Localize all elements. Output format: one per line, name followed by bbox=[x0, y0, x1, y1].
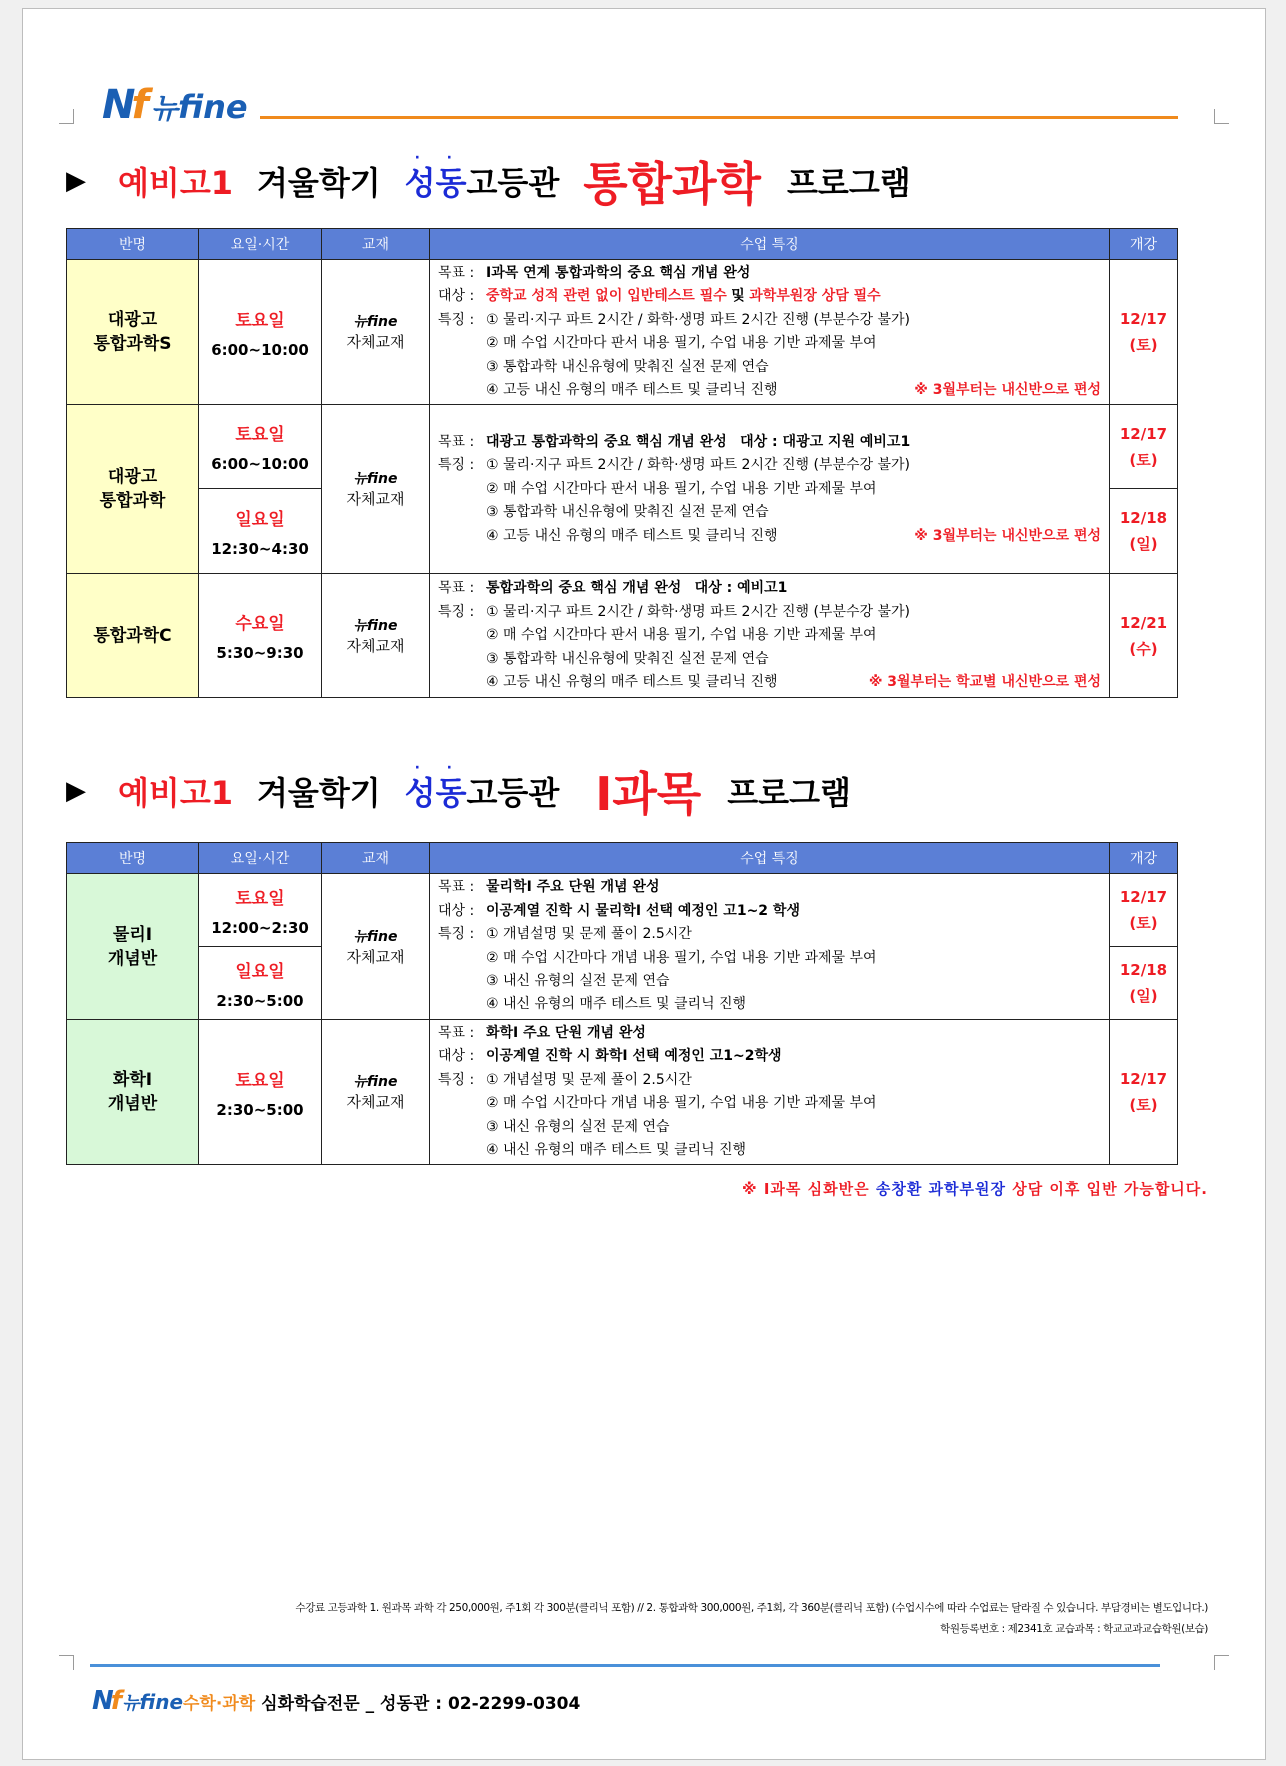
time: 6:00~10:00 bbox=[211, 455, 309, 474]
textbook-cell bbox=[322, 874, 430, 1020]
textbook-cell bbox=[322, 405, 430, 574]
class-name bbox=[67, 1020, 199, 1165]
heading-branch-blue: 성동 bbox=[404, 164, 467, 202]
note-text: ※ 3월부터는 학교별 내신반으로 편성 bbox=[868, 674, 1101, 691]
notice-text bbox=[742, 1178, 1208, 1199]
header-textbook: 교재 bbox=[322, 843, 430, 874]
start-weekday: (토) bbox=[1129, 450, 1158, 469]
crop-mark bbox=[1214, 109, 1229, 124]
target-text: 과학부원장 상담 필수 bbox=[749, 288, 881, 305]
heading-grade: 예비고1 bbox=[118, 774, 234, 812]
goal-text: 화학Ⅰ 주요 단원 개념 완성 bbox=[486, 1025, 646, 1041]
start-weekday: (수) bbox=[1129, 639, 1158, 658]
feature-item: ② 매 수업 시간마다 개념 내용 필기, 수업 내용 기반 과제물 부여 bbox=[486, 1095, 877, 1112]
class-name-line: 개념반 bbox=[107, 948, 158, 969]
class-name-line: 화학Ⅰ bbox=[112, 1070, 153, 1091]
features-cell bbox=[430, 1020, 1110, 1165]
target-text: 이공계열 진학 시 화학Ⅰ 선택 예정인 고1~2학생 bbox=[486, 1048, 782, 1065]
start-date: 12/17 bbox=[1119, 1070, 1168, 1089]
table-row bbox=[67, 1020, 1178, 1165]
goal-text: Ⅰ과목 연계 통합과학의 중요 핵심 개념 완성 bbox=[486, 265, 751, 281]
start-cell bbox=[1110, 260, 1178, 405]
target-and: 및 bbox=[731, 288, 745, 305]
note-text: ※ 3월부터는 내신반으로 편성 bbox=[914, 527, 1101, 544]
header-class: 반명 bbox=[67, 843, 199, 874]
target-text: 이공계열 진학 시 물리학Ⅰ 선택 예정인 고1~2 학생 bbox=[486, 902, 800, 919]
start-weekday: (토) bbox=[1129, 1096, 1158, 1115]
class-name bbox=[67, 405, 199, 574]
target-label: 대상 : bbox=[438, 902, 475, 919]
crop-mark bbox=[1214, 1655, 1229, 1670]
table-header-row bbox=[67, 843, 1178, 874]
footer-contact: 심화학습전문 _ 성동관 : 02-2299-0304 bbox=[261, 1694, 581, 1714]
feature-item: ③ 통합과학 내신유형에 맞춰진 실전 문제 연습 bbox=[486, 650, 769, 667]
feature-item: ① 물리·지구 파트 2시간 / 화학·생명 파트 2시간 진행 (부분수강 불가) bbox=[486, 603, 910, 620]
start-weekday: (일) bbox=[1129, 987, 1158, 1005]
logo-text-new: 뉴 bbox=[150, 92, 178, 125]
feature-item: ③ 통합과학 내신유형에 맞춰진 실전 문제 연습 bbox=[486, 358, 769, 375]
registration-info: 학원등록번호 : 제2341호 교습과목 : 학교교과교습학원(보습) bbox=[940, 1623, 1208, 1635]
feature-label: 특징 : bbox=[438, 311, 475, 328]
emphasis-dot: · bbox=[446, 760, 452, 776]
start-date: 12/17 bbox=[1119, 888, 1168, 906]
class-name bbox=[67, 260, 199, 405]
table-header-row bbox=[67, 229, 1178, 260]
heading-grade: 예비고1 bbox=[118, 164, 234, 202]
time: 2:30~5:00 bbox=[216, 991, 304, 1010]
start-weekday: (토) bbox=[1129, 336, 1158, 355]
tuition-info: 수강료 고등과학 1. 원과목 과학 각 250,000원, 주1회 각 300분(클리닉 포함) // 2. 통합과학 300,000원, 주1회, 각 360분(클리닉 포함) (수업시수에 따라 수업료는 달라질 수 있습니다. 부담경비는 별도입니다.) bbox=[295, 1602, 1208, 1614]
schedule-cell bbox=[199, 405, 322, 489]
class-name-line: 대광고 bbox=[107, 310, 158, 331]
footer-logo-new: 뉴 bbox=[122, 1693, 140, 1714]
notice-contact: 송창환 과학부원장 bbox=[875, 1180, 1006, 1198]
goal-label: 목표 : bbox=[438, 879, 475, 896]
heading-subject: 통합과학 bbox=[583, 157, 761, 211]
textbook-brand: 뉴fine bbox=[353, 1074, 398, 1091]
start-cell bbox=[1110, 947, 1178, 1020]
goal-text: 대광고 통합과학의 중요 핵심 개념 완성 bbox=[486, 433, 727, 450]
start-weekday: (토) bbox=[1129, 914, 1158, 932]
emphasis-dot: · bbox=[446, 150, 452, 166]
header-class: 반명 bbox=[67, 229, 199, 260]
notice-part: ※ Ⅰ과목 심화반은 bbox=[742, 1180, 870, 1198]
feature-item: ③ 내신 유형의 실전 문제 연습 bbox=[486, 1118, 670, 1135]
table-row bbox=[67, 405, 1178, 489]
heading-branch bbox=[404, 760, 467, 814]
time: 6:00~10:00 bbox=[211, 340, 309, 359]
feature-item: ② 매 수업 시간마다 판서 내용 필기, 수업 내용 기반 과제물 부여 bbox=[486, 480, 877, 497]
schedule-cell bbox=[199, 574, 322, 698]
logo-letter-f: f bbox=[131, 82, 149, 128]
start-cell bbox=[1110, 1020, 1178, 1165]
start-cell bbox=[1110, 405, 1178, 489]
schedule-cell bbox=[199, 874, 322, 947]
table-row bbox=[67, 574, 1178, 698]
features-cell bbox=[430, 574, 1110, 698]
class-name-line: 대광고 bbox=[107, 467, 158, 488]
header-features: 수업 특징 bbox=[430, 843, 1110, 874]
goal-label: 목표 : bbox=[438, 1025, 475, 1041]
class-name-line: 통합과학S bbox=[93, 334, 172, 355]
heading-branch bbox=[404, 150, 467, 204]
start-cell bbox=[1110, 574, 1178, 698]
footer-logo-n: N bbox=[92, 1686, 111, 1716]
textbook-name: 자체교재 bbox=[346, 947, 405, 966]
feature-item: ② 매 수업 시간마다 판서 내용 필기, 수업 내용 기반 과제물 부여 bbox=[486, 627, 877, 644]
goal-text: 물리학Ⅰ 주요 단원 개념 완성 bbox=[486, 879, 660, 896]
arrow-icon: ▶ bbox=[66, 166, 86, 196]
start-date: 12/18 bbox=[1119, 961, 1168, 979]
heading-season: 겨울학기 bbox=[257, 164, 381, 202]
start-cell bbox=[1110, 874, 1178, 947]
header-schedule: 요일·시간 bbox=[199, 229, 322, 260]
feature-item: ③ 통합과학 내신유형에 맞춰진 실전 문제 연습 bbox=[486, 504, 769, 521]
textbook-cell bbox=[322, 260, 430, 405]
textbook-name: 자체교재 bbox=[346, 333, 405, 352]
goal-text: 통합과학의 중요 핵심 개념 완성 bbox=[486, 580, 682, 597]
heading-branch-blue: 성동 bbox=[404, 774, 467, 812]
start-cell bbox=[1110, 489, 1178, 574]
features-cell bbox=[430, 405, 1110, 574]
table-row bbox=[67, 260, 1178, 405]
textbook-brand: 뉴fine bbox=[353, 928, 398, 945]
weekday: 토요일 bbox=[235, 425, 285, 446]
schedule-cell bbox=[199, 1020, 322, 1165]
weekday: 일요일 bbox=[235, 509, 285, 530]
header-schedule: 요일·시간 bbox=[199, 843, 322, 874]
logo-text-fine: fine bbox=[177, 88, 248, 126]
feature-item: ④ 내신 유형의 매주 테스트 및 클리닉 진행 bbox=[486, 996, 747, 1013]
textbook-brand: 뉴fine bbox=[353, 314, 398, 331]
weekday: 수요일 bbox=[235, 614, 285, 635]
features-cell bbox=[430, 874, 1110, 1020]
header-rule bbox=[260, 116, 1178, 119]
feature-item: ④ 고등 내신 유형의 매주 테스트 및 클리닉 진행 bbox=[486, 527, 778, 544]
crop-mark bbox=[59, 1655, 74, 1670]
class-name-line: 개념반 bbox=[107, 1094, 158, 1115]
textbook-brand: 뉴fine bbox=[353, 617, 398, 634]
weekday: 토요일 bbox=[235, 310, 285, 331]
header-start: 개강 bbox=[1110, 229, 1178, 260]
feature-item: ④ 고등 내신 유형의 매주 테스트 및 클리닉 진행 bbox=[486, 674, 778, 691]
feature-item: ① 개념설명 및 문제 풀이 2.5시간 bbox=[486, 926, 692, 943]
goal-label: 목표 : bbox=[438, 580, 475, 597]
class-name bbox=[67, 874, 199, 1020]
feature-item: ④ 고등 내신 유형의 매주 테스트 및 클리닉 진행 bbox=[486, 382, 778, 399]
feature-item: ③ 내신 유형의 실전 문제 연습 bbox=[486, 972, 670, 989]
feature-item: ④ 내신 유형의 매주 테스트 및 클리닉 진행 bbox=[486, 1142, 747, 1159]
textbook-name: 자체교재 bbox=[346, 1093, 405, 1112]
brand-logo bbox=[102, 82, 248, 128]
feature-label: 특징 : bbox=[438, 457, 475, 474]
target-text: 대상 : 예비고1 bbox=[694, 580, 788, 597]
start-date: 12/21 bbox=[1119, 613, 1168, 632]
table-row bbox=[67, 874, 1178, 947]
feature-item: ① 물리·지구 파트 2시간 / 화학·생명 파트 2시간 진행 (부분수강 불가) bbox=[486, 457, 910, 474]
time: 12:00~2:30 bbox=[211, 918, 309, 937]
header-features: 수업 특징 bbox=[430, 229, 1110, 260]
class-name bbox=[67, 574, 199, 698]
feature-item: ② 매 수업 시간마다 판서 내용 필기, 수업 내용 기반 과제물 부여 bbox=[486, 335, 877, 352]
heading-suffix: 프로그램 bbox=[727, 774, 851, 812]
section2-heading bbox=[66, 758, 851, 824]
class-name-line: 물리Ⅰ bbox=[112, 924, 153, 945]
time: 2:30~5:00 bbox=[216, 1100, 304, 1119]
arrow-icon: ▶ bbox=[66, 776, 86, 806]
feature-item: ① 물리·지구 파트 2시간 / 화학·생명 파트 2시간 진행 (부분수강 불가) bbox=[486, 311, 910, 328]
textbook-name: 자체교재 bbox=[346, 490, 405, 509]
start-weekday: (일) bbox=[1129, 535, 1158, 554]
time: 12:30~4:30 bbox=[211, 539, 309, 558]
header-textbook: 교재 bbox=[322, 229, 430, 260]
footer-subjects: 수학·과학 bbox=[183, 1694, 256, 1714]
feature-item: ① 개념설명 및 문제 풀이 2.5시간 bbox=[486, 1071, 692, 1088]
footer bbox=[92, 1686, 580, 1716]
feature-label: 특징 : bbox=[438, 1071, 475, 1088]
goal-label: 목표 : bbox=[438, 265, 475, 281]
start-date: 12/17 bbox=[1119, 310, 1168, 329]
time: 5:30~9:30 bbox=[216, 644, 304, 663]
section1-table bbox=[66, 228, 1178, 698]
class-name-line: 통합과학 bbox=[99, 491, 166, 512]
header-start: 개강 bbox=[1110, 843, 1178, 874]
goal-label: 목표 : bbox=[438, 433, 475, 450]
section2-table bbox=[66, 842, 1178, 1165]
target-label: 대상 : bbox=[438, 1048, 475, 1065]
weekday: 토요일 bbox=[235, 888, 285, 909]
notice-part: 상담 이후 입반 가능합니다. bbox=[1012, 1180, 1208, 1198]
textbook-name: 자체교재 bbox=[346, 636, 405, 655]
start-date: 12/17 bbox=[1119, 424, 1168, 443]
emphasis-dot: · bbox=[414, 150, 420, 166]
emphasis-dot: · bbox=[414, 760, 420, 776]
textbook-brand: 뉴fine bbox=[353, 471, 398, 488]
schedule-cell bbox=[199, 260, 322, 405]
crop-mark bbox=[59, 109, 74, 124]
heading-branch-rest: 고등관 bbox=[466, 164, 560, 202]
logo-letter-n: N bbox=[102, 82, 132, 128]
feature-label: 특징 : bbox=[438, 603, 475, 620]
features-cell bbox=[430, 260, 1110, 405]
heading-suffix: 프로그램 bbox=[787, 164, 911, 202]
textbook-cell bbox=[322, 574, 430, 698]
heading-season: 겨울학기 bbox=[257, 774, 381, 812]
section1-heading bbox=[66, 148, 911, 214]
weekday: 일요일 bbox=[235, 961, 285, 982]
start-date: 12/18 bbox=[1119, 509, 1168, 528]
schedule-cell bbox=[199, 947, 322, 1020]
textbook-cell bbox=[322, 1020, 430, 1165]
target-text: 중학교 성적 관련 없이 입반테스트 필수 bbox=[486, 288, 727, 305]
heading-branch-rest: 고등관 bbox=[466, 774, 560, 812]
schedule-cell bbox=[199, 489, 322, 574]
target-text: 대상 : 대광고 지원 예비고1 bbox=[740, 433, 911, 450]
feature-item: ② 매 수업 시간마다 개념 내용 필기, 수업 내용 기반 과제물 부여 bbox=[486, 949, 877, 966]
footer-logo-fine: fine bbox=[139, 1690, 184, 1714]
note-text: ※ 3월부터는 내신반으로 편성 bbox=[914, 382, 1101, 399]
heading-subject: Ⅰ과목 bbox=[595, 767, 702, 821]
target-label: 대상 : bbox=[438, 288, 475, 305]
footer-logo-f: f bbox=[110, 1686, 123, 1716]
feature-label: 특징 : bbox=[438, 926, 475, 943]
footer-rule bbox=[90, 1664, 1160, 1667]
class-name-line: 통합과학C bbox=[93, 625, 172, 646]
weekday: 토요일 bbox=[235, 1070, 285, 1091]
